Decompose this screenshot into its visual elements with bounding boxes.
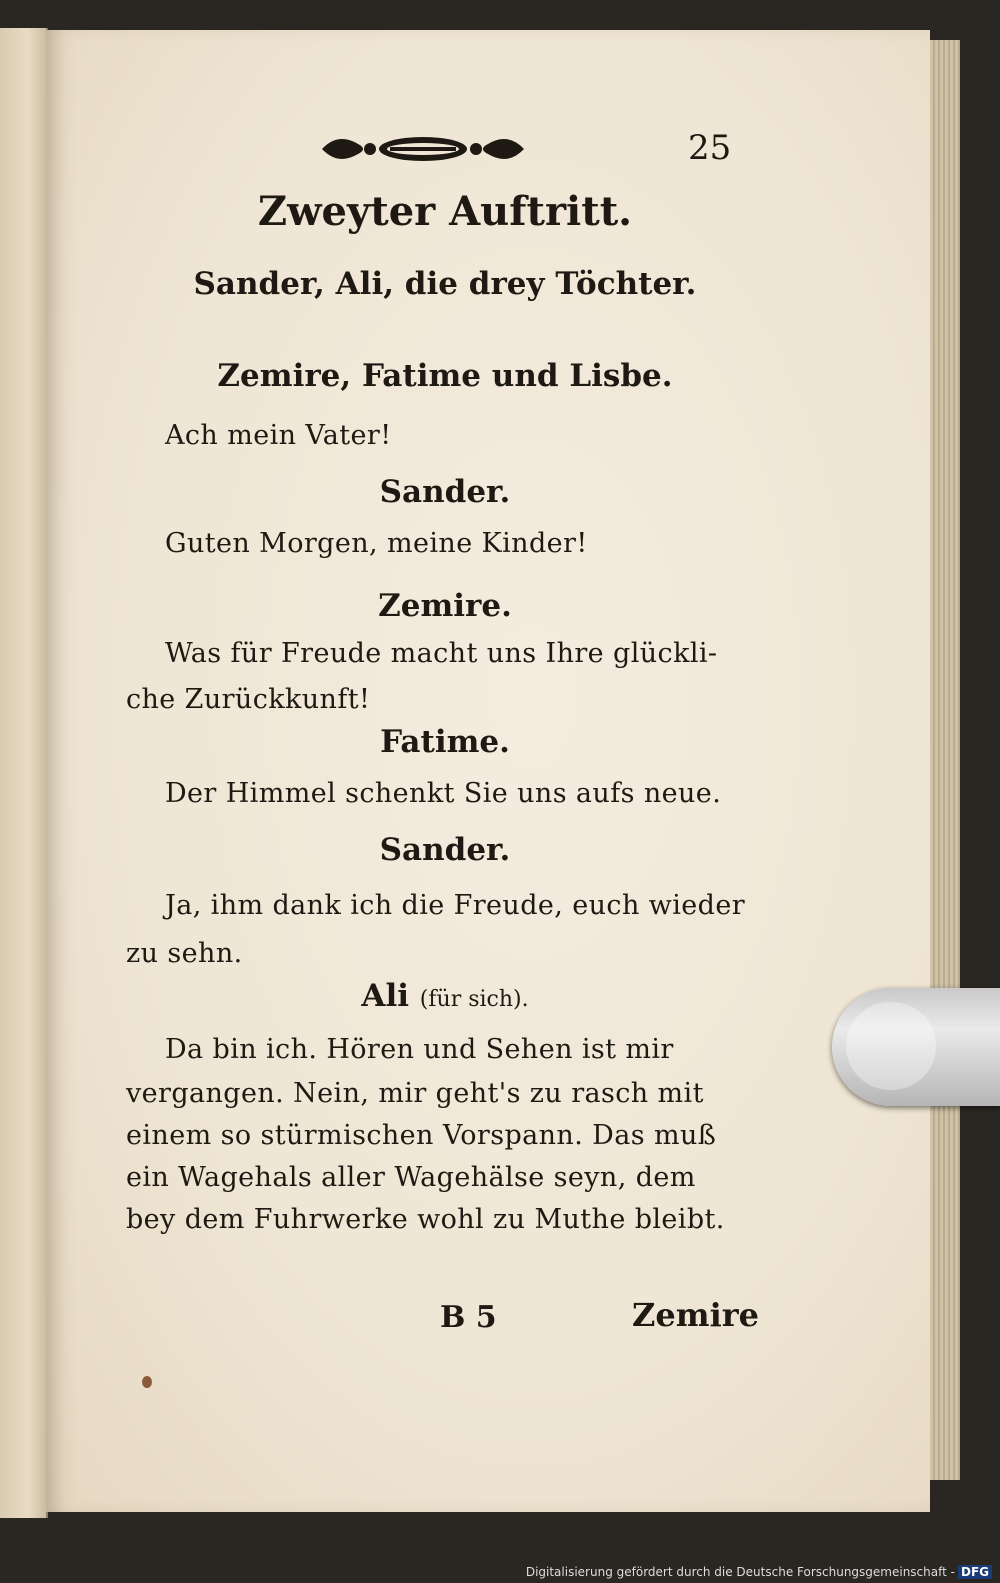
dialogue-line: einem so stürmischen Vorspann. Das muß <box>126 1120 717 1151</box>
credit-text: Digitalisierung gefördert durch die Deutsche Forschungsgemeinschaft - <box>525 1565 955 1579</box>
speaker-label: Zemire, Fatime und Lisbe. <box>217 358 673 394</box>
dialogue-line: che Zurückkunft! <box>126 684 371 715</box>
dialogue-line: Ja, ihm dank ich die Freude, euch wieder <box>165 890 746 921</box>
scene-title: Zweyter Auftritt. <box>257 188 633 235</box>
paper-stain <box>142 1376 152 1388</box>
stage-direction: (für sich). <box>419 987 529 1012</box>
digitization-credit <box>526 1565 992 1579</box>
dialogue-line: Was für Freude macht uns Ihre glückli- <box>165 638 718 669</box>
dialogue-line: ein Wagehals aller Wagehälse seyn, dem <box>126 1162 696 1193</box>
facing-page-edge <box>0 28 48 1518</box>
dialogue-line: vergangen. Nein, mir geht's zu rasch mit <box>126 1078 704 1109</box>
signature-mark: B 5 <box>440 1300 497 1335</box>
page-number: 25 <box>688 128 732 168</box>
scene-characters: Sander, Ali, die drey Töchter. <box>193 266 697 302</box>
dialogue-line: Der Himmel schenkt Sie uns aufs neue. <box>165 778 722 809</box>
speaker-label: Sander. <box>379 474 511 510</box>
dialogue-line: Ach mein Vater! <box>165 420 392 451</box>
speaker-name: Ali <box>361 978 409 1014</box>
dialogue-line: Da bin ich. Hören und Sehen ist mir <box>165 1034 674 1065</box>
ornament-icon <box>318 126 528 172</box>
dialogue-line: zu sehn. <box>126 938 243 969</box>
book-page <box>46 30 930 1512</box>
dialogue-line: Guten Morgen, meine Kinder! <box>165 528 588 559</box>
dialogue-line: bey dem Fuhrwerke wohl zu Muthe bleibt. <box>126 1204 725 1235</box>
speaker-label: Sander. <box>379 832 511 868</box>
speaker-label: Zemire. <box>378 588 512 624</box>
dfg-logo: DFG <box>958 1565 992 1579</box>
page-clip <box>832 988 1000 1106</box>
speaker-label: Fatime. <box>380 724 510 760</box>
catchword: Zemire <box>632 1296 759 1334</box>
speaker-label <box>100 978 790 1014</box>
